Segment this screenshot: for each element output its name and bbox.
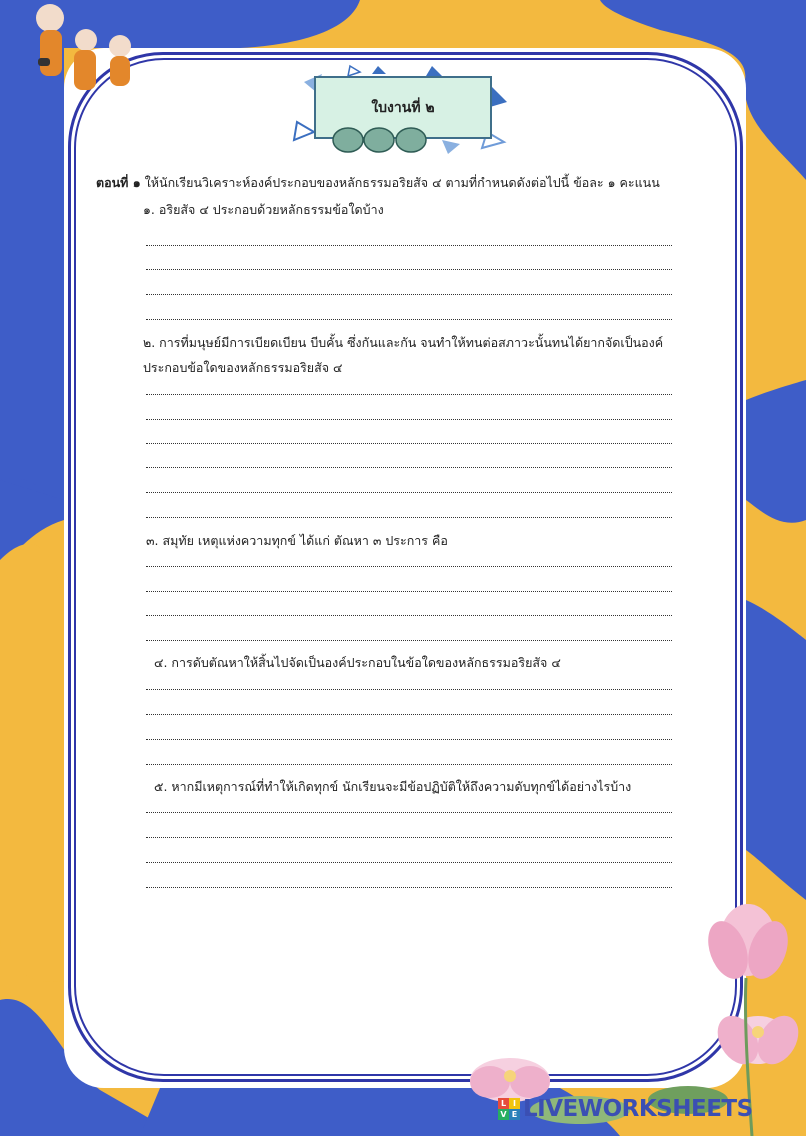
liveworksheets-logo-text: LIVEWORKSHEETS xyxy=(523,1096,753,1122)
answer-line[interactable] xyxy=(146,714,672,715)
answer-line[interactable] xyxy=(146,862,672,863)
answer-line[interactable] xyxy=(146,837,672,838)
answer-line[interactable] xyxy=(146,739,672,740)
answer-line[interactable] xyxy=(146,812,672,813)
answer-line[interactable] xyxy=(146,319,672,320)
answer-line[interactable] xyxy=(146,492,672,493)
answer-line[interactable] xyxy=(146,245,672,246)
answer-line[interactable] xyxy=(146,764,672,765)
answer-line[interactable] xyxy=(146,615,672,616)
answer-line[interactable] xyxy=(146,640,672,641)
answer-line[interactable] xyxy=(146,689,672,690)
monk-figure-1 xyxy=(36,4,64,76)
question-3: ๓. สมุทัย เหตุแห่งความทุกข์ ได้แก่ ตัณหา ๓ ประการ คือ xyxy=(146,533,448,548)
answer-line[interactable] xyxy=(146,394,672,395)
answer-line[interactable] xyxy=(146,887,672,888)
question-1: ๑. อริยสัจ ๔ ประกอบด้วยหลักธรรมข้อใดบ้าง xyxy=(143,202,384,217)
answer-line[interactable] xyxy=(146,419,672,420)
worksheet-title: ใบงานที่ ๒ xyxy=(371,99,435,116)
monk-figure-2 xyxy=(74,29,97,90)
answer-line[interactable] xyxy=(146,517,672,518)
title-circles xyxy=(332,126,428,154)
instruction-text: ให้นักเรียนวิเคราะห์องค์ประกอบของหลักธรรมอริยสัจ ๔ ตามที่กำหนดดังต่อไปนี้ ข้อละ ๑ คะแนน xyxy=(144,175,660,190)
question-2: ๒. การที่มนุษย์มีการเบียดเบียน บีบคั้น ซึ่งกันและกัน จนทำให้ทนต่อสภาวะนั้นทนได้ยากจัดเป็นองค์ xyxy=(143,335,664,350)
answer-line[interactable] xyxy=(146,294,672,295)
answer-line[interactable] xyxy=(146,443,672,444)
instruction-label: ตอนที่ ๑ xyxy=(96,175,141,190)
liveworksheets-logo xyxy=(498,1096,753,1122)
answer-line[interactable] xyxy=(146,566,672,567)
lotus-flower-top xyxy=(701,904,795,984)
answer-line[interactable] xyxy=(146,591,672,592)
monks-illustration xyxy=(24,0,144,100)
lotus-flower-middle xyxy=(709,1008,806,1071)
question-5: ๕. หากมีเหตุการณ์ที่ทำให้เกิดทุกข์ นักเรียนจะมีข้อปฏิบัติให้ถึงความดับทุกข์ได้อย่างไรบ้าง xyxy=(154,779,632,794)
instruction-line xyxy=(96,173,660,193)
question-4: ๔. การดับตัณหาให้สิ้นไปจัดเป็นองค์ประกอบในข้อใดของหลักธรรมอริยสัจ ๔ xyxy=(154,655,561,670)
answer-line[interactable] xyxy=(146,467,672,468)
question-2-continued: ประกอบข้อใดของหลักธรรมอริยสัจ ๔ xyxy=(143,360,343,375)
answer-line[interactable] xyxy=(146,269,672,270)
monk-figure-3 xyxy=(109,35,131,86)
liveworksheets-logo-mark: L I V E xyxy=(498,1098,520,1120)
